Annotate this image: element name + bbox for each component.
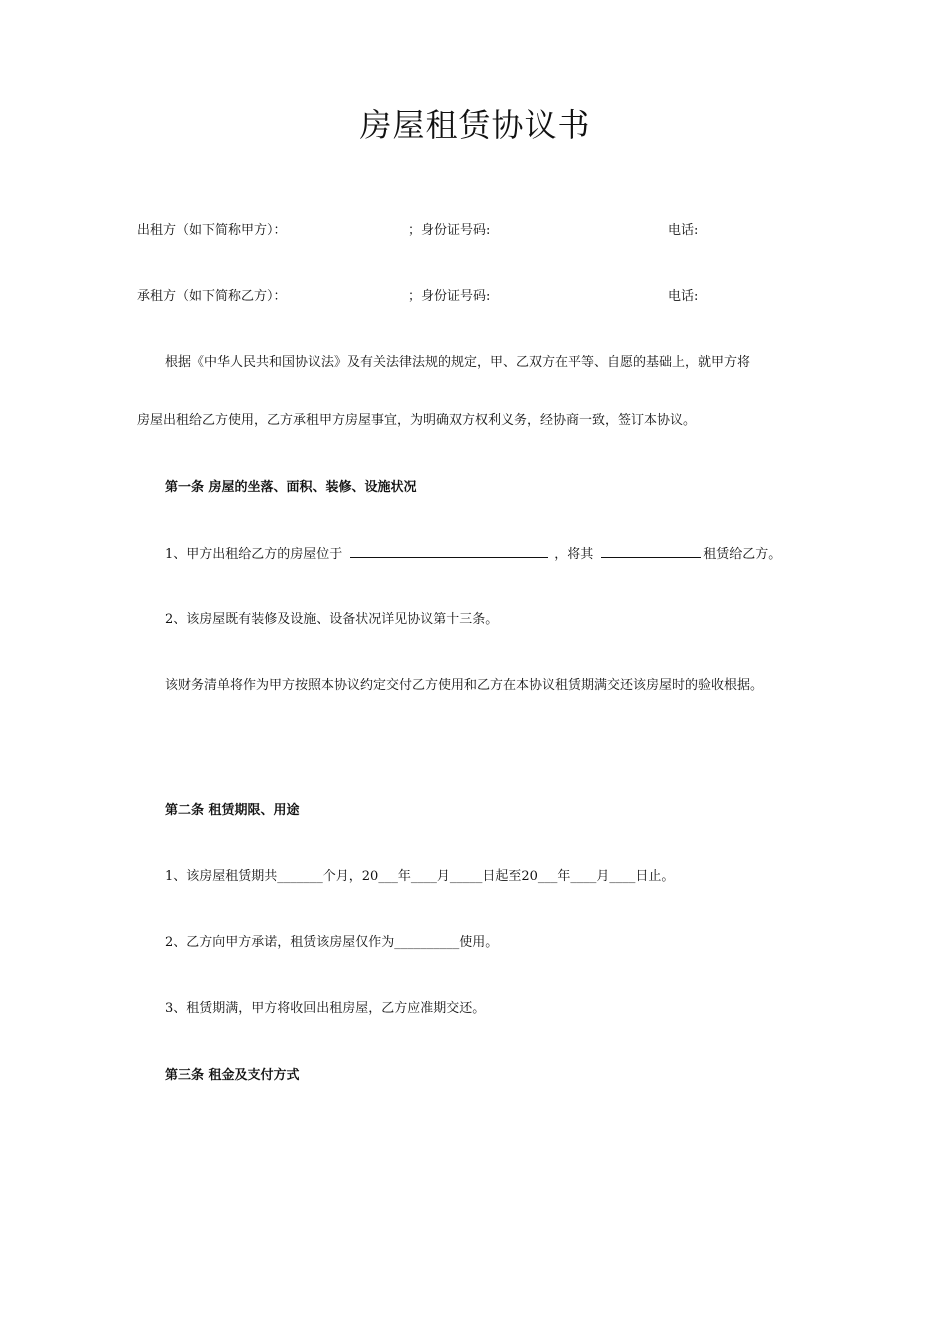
party-a-row bbox=[0, 222, 950, 240]
article-1-note: 该财务清单将作为甲方按照本协议约定交付乙方使用和乙方在本协议租赁期满交还该房屋时的验收根据。 bbox=[165, 678, 764, 693]
location-blank bbox=[350, 545, 548, 558]
party-a-id-label: ；身份证号码: bbox=[408, 223, 491, 238]
party-b-label: 承租方（如下简称乙方）： bbox=[137, 289, 287, 304]
article-1-item-1-text-b: ，将其 bbox=[554, 547, 594, 562]
article-3-heading: 第三条 租金及支付方式 bbox=[165, 1068, 300, 1083]
article-1-item-1-text-a: 1、甲方出租给乙方的房屋位于 bbox=[165, 547, 343, 562]
article-2-item-1: 1、该房屋租赁期共_______个月，20___年____月_____日起至20___年____月____日止。 bbox=[165, 869, 675, 884]
preamble-line-1: 根据《中华人民共和国协议法》及有关法律法规的规定，甲、乙双方在平等、自愿的基础上，就甲方将 bbox=[165, 355, 751, 370]
article-1-item-1 bbox=[165, 545, 781, 564]
party-b-row bbox=[0, 288, 950, 306]
article-1-item-1-text-c: 租赁给乙方。 bbox=[703, 547, 782, 562]
article-2-item-2: 2、乙方向甲方承诺，租赁该房屋仅作为__________使用。 bbox=[165, 935, 499, 950]
document-title: 房屋租赁协议书 bbox=[359, 106, 591, 144]
article-1-item-2: 2、该房屋既有装修及设施、设备状况详见协议第十三条。 bbox=[165, 612, 499, 627]
party-b-phone-label: 电话: bbox=[668, 289, 699, 304]
article-2-item-3: 3、租赁期满，甲方将收回出租房屋，乙方应准期交还。 bbox=[165, 1001, 486, 1016]
party-b-id-label: ；身份证号码: bbox=[408, 289, 491, 304]
article-2-heading: 第二条 租赁期限、用途 bbox=[165, 803, 300, 818]
party-a-label: 出租方（如下简称甲方）： bbox=[137, 223, 287, 238]
article-1-heading: 第一条 房屋的坐落、面积、装修、设施状况 bbox=[165, 480, 417, 495]
party-a-phone-label: 电话: bbox=[668, 223, 699, 238]
scope-blank bbox=[601, 545, 701, 558]
preamble-line-2: 房屋出租给乙方使用，乙方承租甲方房屋事宜，为明确双方权利义务，经协商一致，签订本协议。 bbox=[137, 413, 697, 428]
